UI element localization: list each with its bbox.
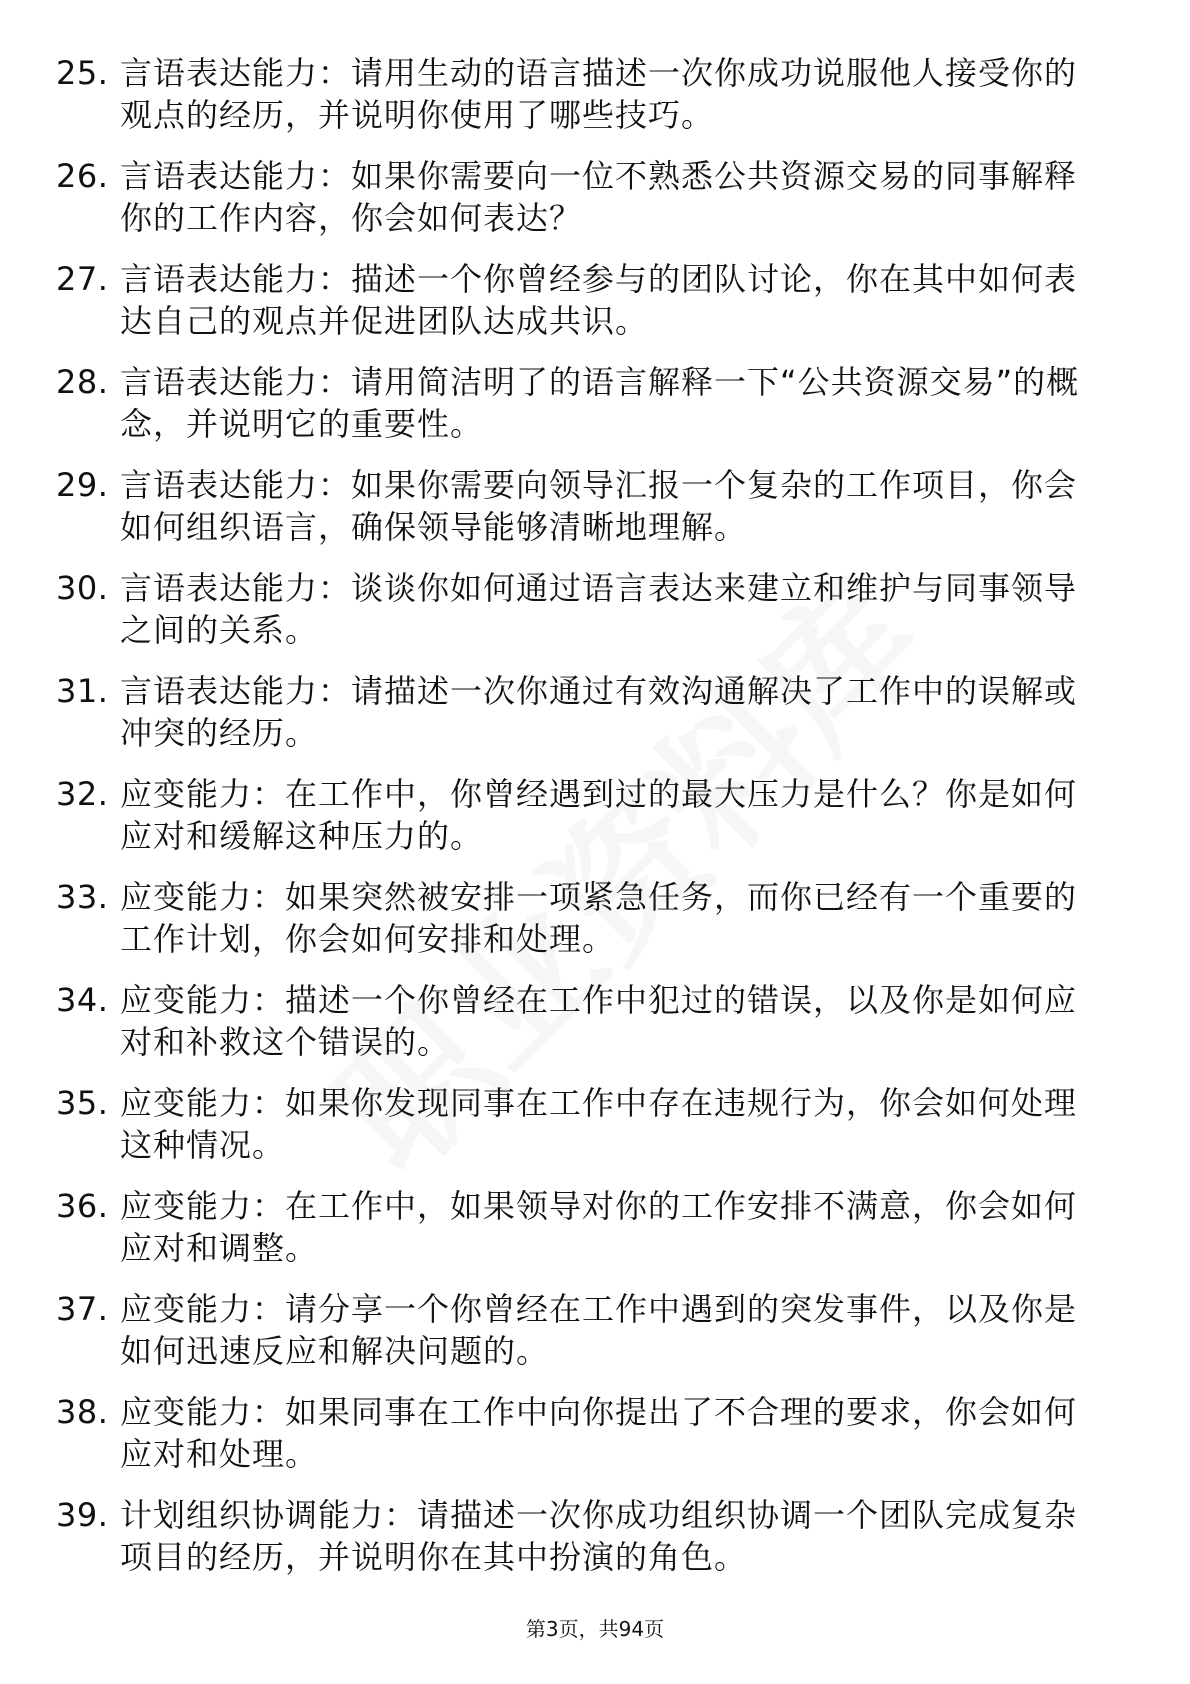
question-text: 应变能力：在工作中，如果领导对你的工作安排不满意，你会如何应对和调整。 bbox=[120, 1187, 1078, 1267]
question-text: 应变能力：如果同事在工作中向你提出了不合理的要求，你会如何应对和处理。 bbox=[120, 1393, 1078, 1473]
question-text: 言语表达能力：如果你需要向领导汇报一个复杂的工作项目，你会如何组织语言，确保领导能够清晰地理解。 bbox=[120, 466, 1078, 546]
list-item bbox=[56, 773, 1106, 876]
list-item bbox=[56, 876, 1106, 979]
question-text: 言语表达能力：谈谈你如何通过语言表达来建立和维护与同事领导之间的关系。 bbox=[120, 569, 1078, 649]
question-text: 言语表达能力：请用生动的语言描述一次你成功说服他人接受你的观点的经历，并说明你使用了哪些技巧。 bbox=[120, 54, 1078, 134]
list-item bbox=[56, 1494, 1106, 1597]
question-list bbox=[56, 52, 1106, 1597]
question-text: 计划组织协调能力：请描述一次你成功组织协调一个团队完成复杂项目的经历，并说明你在其中扮演的角色。 bbox=[120, 1496, 1078, 1576]
question-text: 言语表达能力：描述一个你曾经参与的团队讨论，你在其中如何表达自己的观点并促进团队达成共识。 bbox=[120, 260, 1078, 340]
question-number: 29. bbox=[56, 466, 109, 504]
page-number-footer: 第3页，共94页 bbox=[525, 1617, 665, 1641]
question-number: 37. bbox=[56, 1290, 109, 1328]
list-item bbox=[56, 567, 1106, 670]
question-number: 31. bbox=[56, 672, 109, 710]
list-item bbox=[56, 155, 1106, 258]
list-item bbox=[56, 1391, 1106, 1494]
list-item bbox=[56, 1288, 1106, 1391]
question-number: 35. bbox=[56, 1084, 109, 1122]
question-number: 32. bbox=[56, 775, 109, 813]
question-text: 应变能力：如果你发现同事在工作中存在违规行为，你会如何处理这种情况。 bbox=[120, 1084, 1078, 1164]
question-text: 应变能力：如果突然被安排一项紧急任务，而你已经有一个重要的工作计划，你会如何安排和处理。 bbox=[120, 878, 1078, 958]
list-item bbox=[56, 361, 1106, 464]
question-number: 30. bbox=[56, 569, 109, 607]
question-number: 33. bbox=[56, 878, 109, 916]
question-number: 38. bbox=[56, 1393, 109, 1431]
list-item bbox=[56, 464, 1106, 567]
question-number: 26. bbox=[56, 157, 109, 195]
question-text: 应变能力：请分享一个你曾经在工作中遇到的突发事件，以及你是如何迅速反应和解决问题的。 bbox=[120, 1290, 1078, 1370]
question-number: 39. bbox=[56, 1496, 109, 1534]
list-item bbox=[56, 1082, 1106, 1185]
question-text: 言语表达能力：请用简洁明了的语言解释一下“公共资源交易”的概念，并说明它的重要性。 bbox=[120, 363, 1080, 443]
list-item bbox=[56, 258, 1106, 361]
list-item bbox=[56, 670, 1106, 773]
question-number: 27. bbox=[56, 260, 109, 298]
question-number: 25. bbox=[56, 54, 109, 92]
question-text: 言语表达能力：如果你需要向一位不熟悉公共资源交易的同事解释你的工作内容，你会如何表达？ bbox=[120, 157, 1078, 237]
question-number: 36. bbox=[56, 1187, 109, 1225]
question-number: 34. bbox=[56, 981, 109, 1019]
list-item bbox=[56, 1185, 1106, 1288]
question-text: 应变能力：描述一个你曾经在工作中犯过的错误，以及你是如何应对和补救这个错误的。 bbox=[120, 981, 1078, 1061]
question-number: 28. bbox=[56, 363, 109, 401]
list-item bbox=[56, 52, 1106, 155]
list-item bbox=[56, 979, 1106, 1082]
question-text: 应变能力：在工作中，你曾经遇到过的最大压力是什么？你是如何应对和缓解这种压力的。 bbox=[120, 775, 1078, 855]
question-text: 言语表达能力：请描述一次你通过有效沟通解决了工作中的误解或冲突的经历。 bbox=[120, 672, 1078, 752]
